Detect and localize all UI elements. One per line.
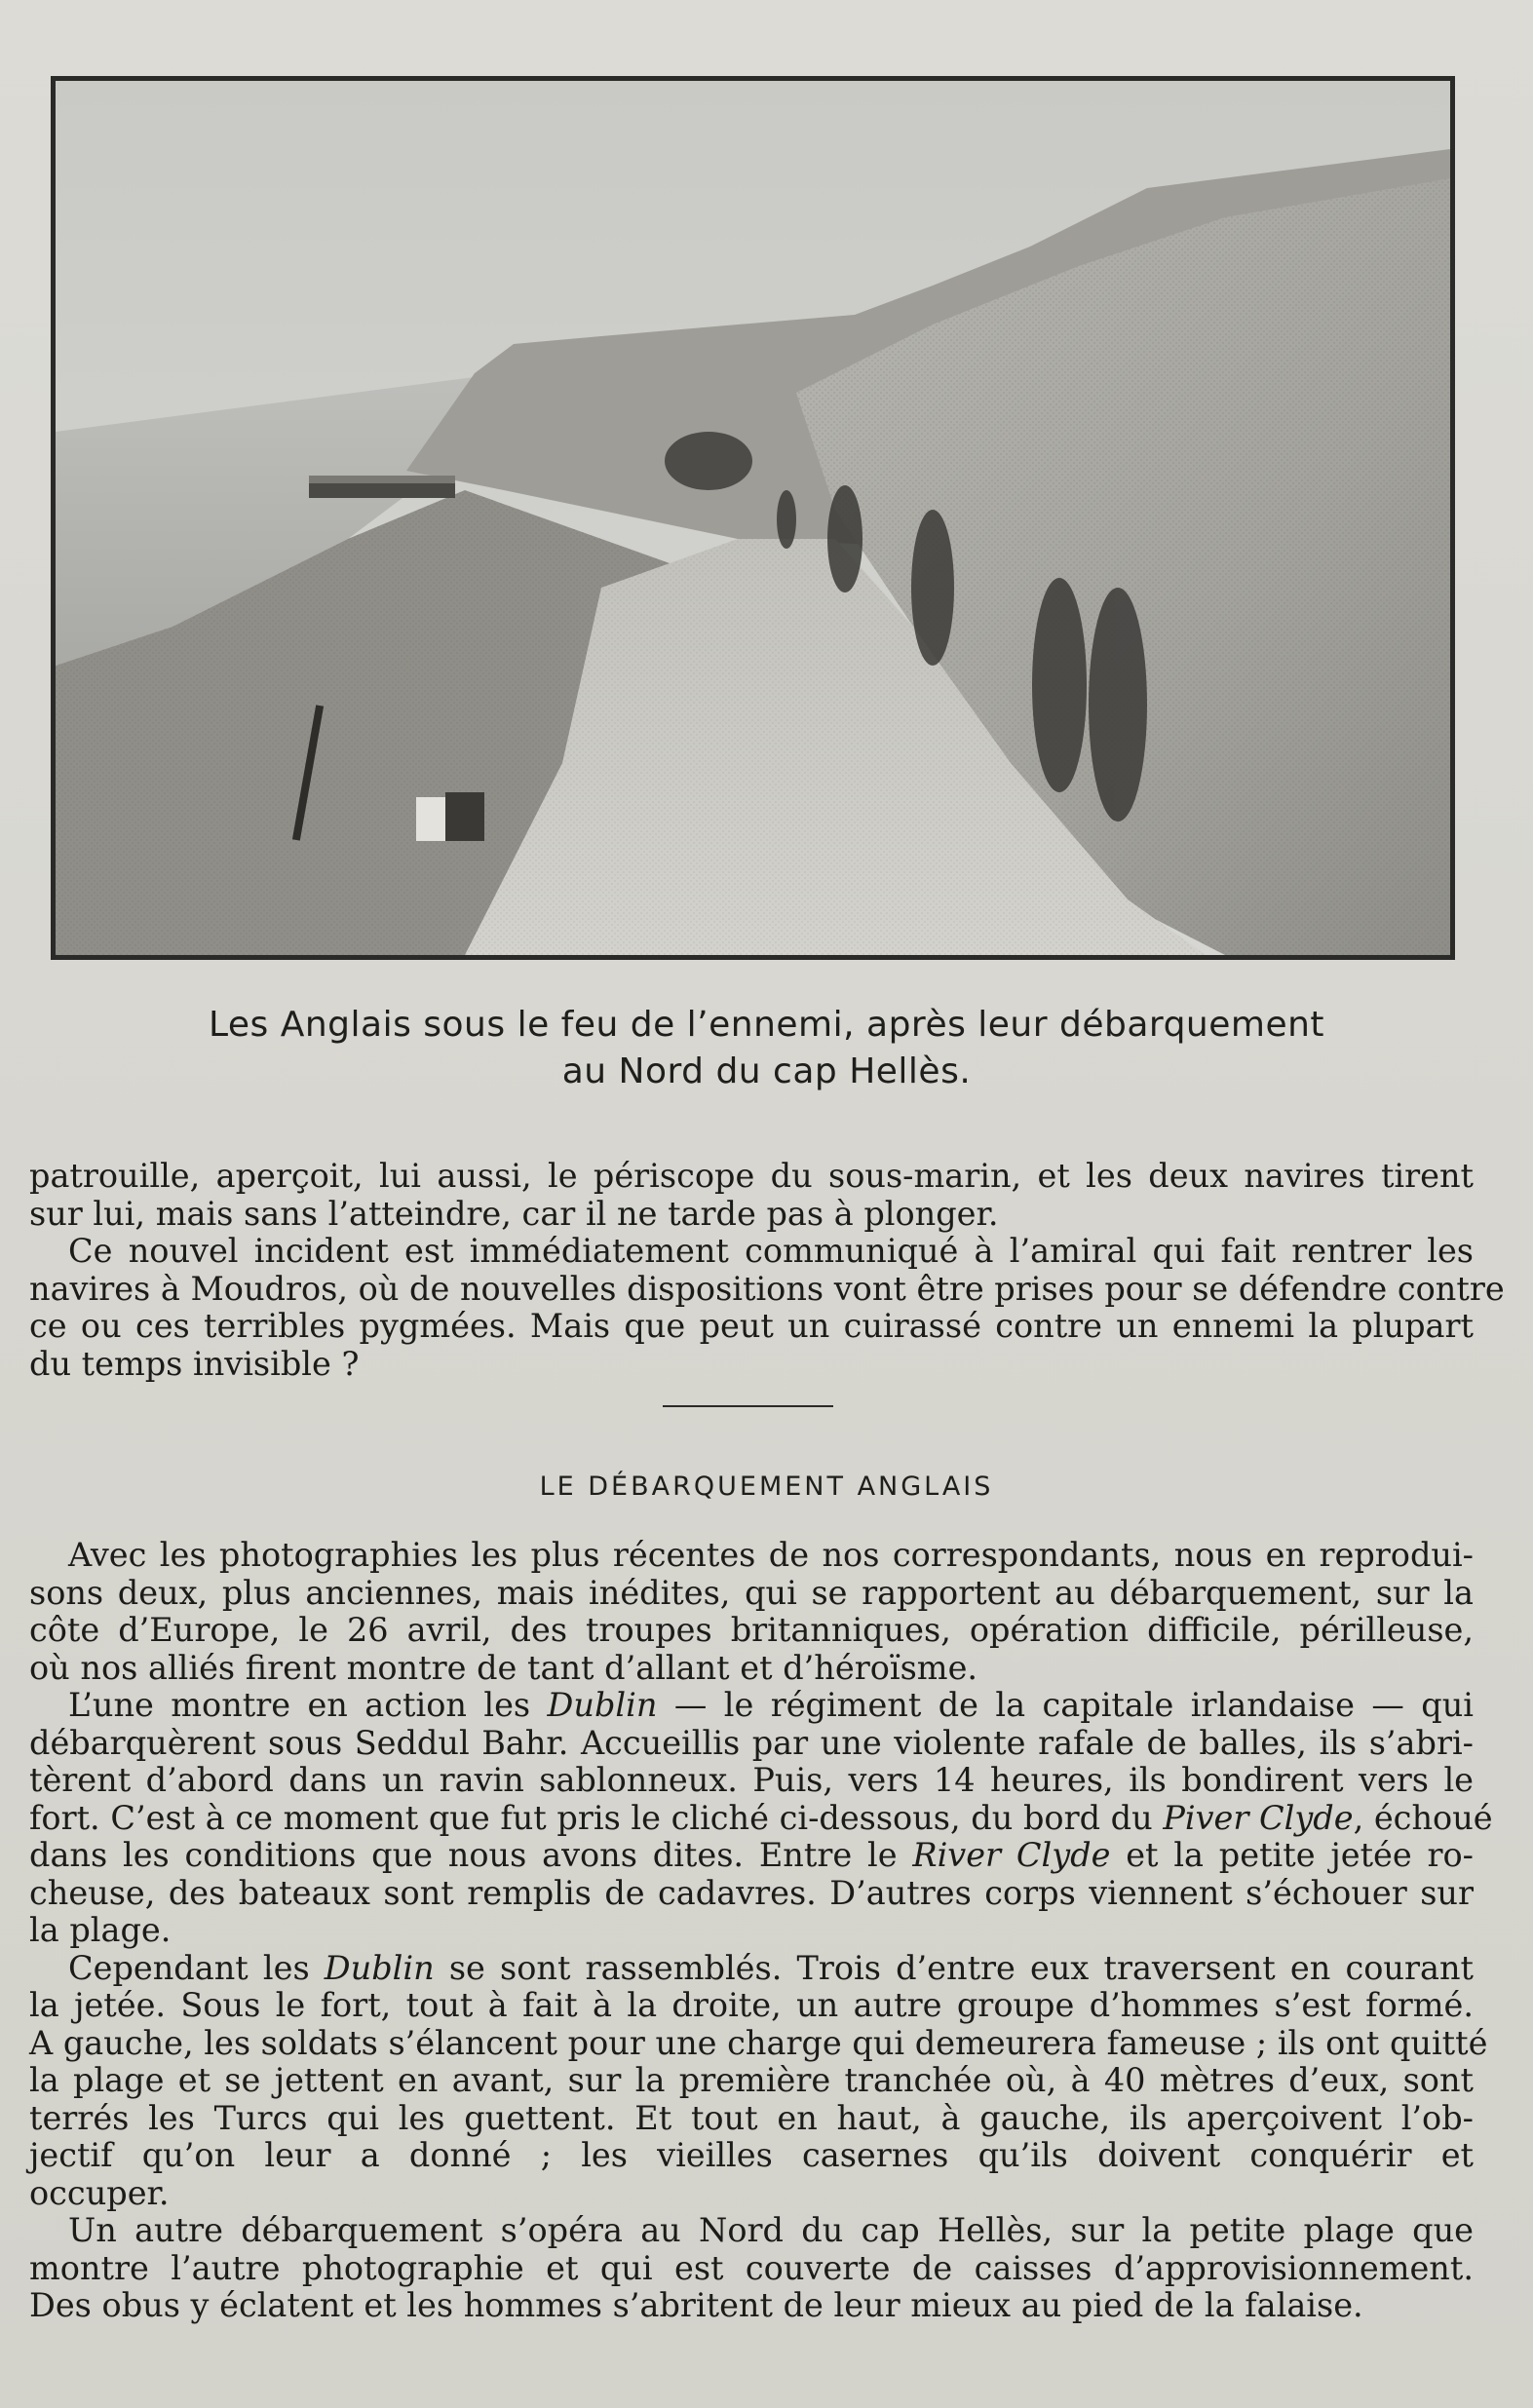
text-line: tèrent d’abord dans un ravin sablonneux. Puis, vers 14 heures, ils bondirent vers le xyxy=(29,1761,1474,1799)
text-line: Des obus y éclatent et les hommes s’abritent de leur mieux au pied de la falaise. xyxy=(29,2286,1363,2324)
text-line: côte d’Europe, le 26 avril, des troupes britanniques, opération difficile, périlleuse, xyxy=(29,1611,1474,1649)
text-line: la plage. xyxy=(29,1911,172,1949)
text-line: L’une montre en action les Dublin — le régiment de la capitale irlandaise — qui xyxy=(68,1686,1474,1724)
text-line: navires à Moudros, où de nouvelles dispositions vont être prises pour se défendre contre xyxy=(29,1269,1505,1308)
text-line: patrouille, aperçoit, lui aussi, le périscope du sous-marin, et les deux navires tirent xyxy=(29,1157,1474,1195)
text-line: dans les conditions que nous avons dites. Entre le River Clyde et la petite jetée ro- xyxy=(29,1836,1474,1874)
caption-line: au Nord du cap Hellès. xyxy=(561,1051,972,1091)
caption-line: Les Anglais sous le feu de l’ennemi, après leur débarquement xyxy=(208,1005,1325,1045)
photograph xyxy=(51,76,1455,960)
text-line: sur lui, mais sans l’atteindre, car il ne tarde pas à plonger. xyxy=(29,1194,999,1233)
section-body xyxy=(29,1536,1493,2325)
text-line: cheuse, des bateaux sont remplis de cadavres. D’autres corps viennent s’échouer sur xyxy=(29,1873,1474,1912)
text-line: Ce nouvel incident est immédiatement communiqué à l’amiral qui fait rentrer les xyxy=(68,1232,1474,1270)
text-line: la plage et se jettent en avant, sur la première tranchée où, à 40 mètres d’eux, sont xyxy=(29,2061,1474,2099)
text-line: terrés les Turcs qui les guettent. Et tout en haut, à gauche, ils aperçoivent l’ob- xyxy=(29,2098,1474,2137)
text-line: A gauche, les soldats s’élancent pour une charge qui demeurera fameuse ; ils ont quitté xyxy=(29,2023,1488,2062)
text-line: fort. C’est à ce moment que fut pris le cliché ci-dessous, du bord du Piver Clyde, échoué xyxy=(29,1798,1493,1837)
section-heading: LE DÉBARQUEMENT ANGLAIS xyxy=(539,1472,994,1502)
text-line: Cependant les Dublin se sont rassemblés. Trois d’entre eux traversent en courant xyxy=(68,1948,1474,1987)
text-line: sons deux, plus anciennes, mais inédites, qui se rapportent au débarquement, sur la xyxy=(29,1573,1474,1612)
text-line: la jetée. Sous le fort, tout à fait à la droite, un autre groupe d’hommes s’est formé. xyxy=(29,1986,1474,2024)
text-line: Un autre débarquement s’opéra au Nord du cap Hellès, sur la petite plage que xyxy=(68,2211,1474,2249)
photo-caption xyxy=(0,1002,1533,1095)
text-line: jectif qu’on leur a donné ; les vieilles casernes qu’ils doivent conquérir et xyxy=(29,2136,1474,2174)
section-separator xyxy=(663,1405,833,1407)
text-line: occuper. xyxy=(29,2173,170,2212)
paragraph-continued xyxy=(29,1157,1505,1383)
text-line: montre l’autre photographie et qui est couverte de caisses d’approvisionnement. xyxy=(29,2248,1474,2287)
text-line: ce ou ces terribles pygmées. Mais que peut un cuirassé contre un ennemi la plupart xyxy=(29,1307,1474,1345)
cliff-beach-photo-image xyxy=(56,81,1450,955)
text-line: Avec les photographies les plus récentes de nos correspondants, nous en reprodui- xyxy=(68,1536,1474,1574)
text-line: débarquèrent sous Seddul Bahr. Accueillis par une violente rafale de balles, ils s’abri- xyxy=(29,1723,1474,1762)
text-line: où nos alliés firent montre de tant d’allant et d’héroïsme. xyxy=(29,1648,978,1687)
text-line: du temps invisible ? xyxy=(29,1344,360,1383)
